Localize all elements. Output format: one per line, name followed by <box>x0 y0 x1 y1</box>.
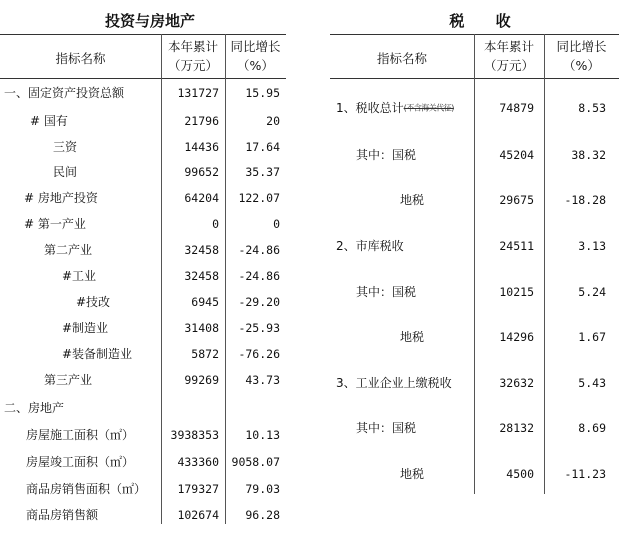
right-table-title: 税 收 <box>449 12 511 30</box>
table-row-growth: 35.37 <box>245 165 280 179</box>
table-row-growth: 15.95 <box>245 86 280 100</box>
table-row-growth: 43.73 <box>245 373 280 387</box>
table-row-value: 179327 <box>177 482 219 496</box>
table-row-name: 地税 <box>400 330 425 344</box>
table-row-growth: 10.13 <box>245 428 280 442</box>
table-row-growth: 5.43 <box>578 376 606 390</box>
table-row-growth: 0 <box>273 217 280 231</box>
table-row-name: #制造业 <box>62 321 109 335</box>
table-row-name: 一、固定资产投资总额 <box>4 86 125 100</box>
table-row-value: 14296 <box>499 330 534 344</box>
left-table-title: 投资与房地产 <box>104 12 195 30</box>
right-header-cumulative: 本年累计 <box>483 39 534 54</box>
table-row-name: #工业 <box>62 269 97 283</box>
table-row-value: 5872 <box>191 347 219 361</box>
table-row-growth: 122.07 <box>238 191 280 205</box>
table-row-name: 三资 <box>53 140 78 154</box>
table-row-value: 6945 <box>191 295 219 309</box>
table-row-growth: 17.64 <box>245 140 280 154</box>
table-row-value: 21796 <box>184 114 219 128</box>
left-header-growth: 同比增长 <box>230 39 281 54</box>
table-row-value: 14436 <box>184 140 219 154</box>
table-row-growth: 8.53 <box>578 101 606 115</box>
left-header-name: 指标名称 <box>55 51 106 66</box>
table-row-name: 商品房销售面积（㎡） <box>26 482 147 496</box>
table-row-name: 民间 <box>53 165 78 179</box>
table-row-name: 房屋竣工面积（㎡） <box>26 455 135 469</box>
left-header-growth-unit: （%） <box>237 58 274 73</box>
table-row-growth: -24.86 <box>238 243 280 257</box>
tax-total-note: (不含海关代征) <box>403 103 454 113</box>
table-row-value: 31408 <box>184 321 219 335</box>
table-row-value: 10215 <box>499 285 534 299</box>
table-row-growth: 96.28 <box>245 508 280 522</box>
left-header-cumulative-unit: （万元） <box>167 58 218 73</box>
table-row-value: 64204 <box>184 191 219 205</box>
table-row-name <box>336 100 454 117</box>
table-row-value: 32458 <box>184 269 219 283</box>
table-row-value: 28132 <box>499 421 534 435</box>
table-row-value: 4500 <box>506 467 534 481</box>
table-row-value: 24511 <box>499 239 534 253</box>
tax-total-label: 1、税收总计 <box>336 101 404 115</box>
table-row-value: 99269 <box>184 373 219 387</box>
left-header-rule <box>0 78 286 79</box>
table-row-growth: -76.26 <box>238 347 280 361</box>
table-row-growth: 8.69 <box>578 421 606 435</box>
left-header-cumulative: 本年累计 <box>167 39 218 54</box>
table-row-growth: 9058.07 <box>231 455 280 469</box>
right-header-growth-unit: （%） <box>563 58 600 73</box>
table-row-growth: 38.32 <box>571 148 606 162</box>
table-row-name: 其中：国税 <box>356 285 417 299</box>
table-row-value: 0 <box>212 217 219 231</box>
table-row-value: 29675 <box>499 193 534 207</box>
table-row-growth: -18.28 <box>564 193 606 207</box>
table-row-value: 433360 <box>177 455 219 469</box>
table-row-value: 32632 <box>499 376 534 390</box>
table-row-value: 131727 <box>177 86 219 100</box>
table-row-growth: 1.67 <box>578 330 606 344</box>
table-row-value: 74879 <box>499 101 534 115</box>
table-row-name: 房屋施工面积（㎡） <box>26 428 135 442</box>
table-row-name: 3、工业企业上缴税收 <box>336 376 452 390</box>
table-row-name: #技改 <box>76 295 111 309</box>
table-row-growth: -25.93 <box>238 321 280 335</box>
table-row-value: 3938353 <box>170 428 219 442</box>
table-row-name: 第二产业 <box>44 243 93 257</box>
table-row-value: 32458 <box>184 243 219 257</box>
table-row-name: # 国有 <box>30 114 68 128</box>
table-row-growth: -11.23 <box>564 467 606 481</box>
table-row-name: 其中：国税 <box>356 148 417 162</box>
right-header-name: 指标名称 <box>376 51 427 66</box>
right-header-cumulative-unit: （万元） <box>483 58 534 73</box>
table-row-name: 第三产业 <box>44 373 93 387</box>
table-row-name: #装备制造业 <box>62 347 133 361</box>
table-row-name: 地税 <box>400 193 425 207</box>
table-row-name: # 房地产投资 <box>24 191 98 205</box>
table-row-name: 其中：国税 <box>356 421 417 435</box>
table-row-name: 地税 <box>400 467 425 481</box>
table-row-value: 45204 <box>499 148 534 162</box>
table-row-value: 99652 <box>184 165 219 179</box>
table-row-value: 102674 <box>177 508 219 522</box>
table-row-growth: 3.13 <box>578 239 606 253</box>
table-row-growth: -29.20 <box>238 295 280 309</box>
table-row-growth: 79.03 <box>245 482 280 496</box>
right-header-growth: 同比增长 <box>556 39 607 54</box>
table-row-growth: 5.24 <box>578 285 606 299</box>
table-row-growth: 20 <box>266 114 280 128</box>
table-row-name: 商品房销售额 <box>26 508 99 522</box>
table-row-name: 2、市库税收 <box>336 239 404 253</box>
table-row-growth: -24.86 <box>238 269 280 283</box>
left-top-rule <box>0 34 286 35</box>
table-row-name: 二、房地产 <box>4 401 65 415</box>
table-row-name: # 第一产业 <box>24 217 86 231</box>
